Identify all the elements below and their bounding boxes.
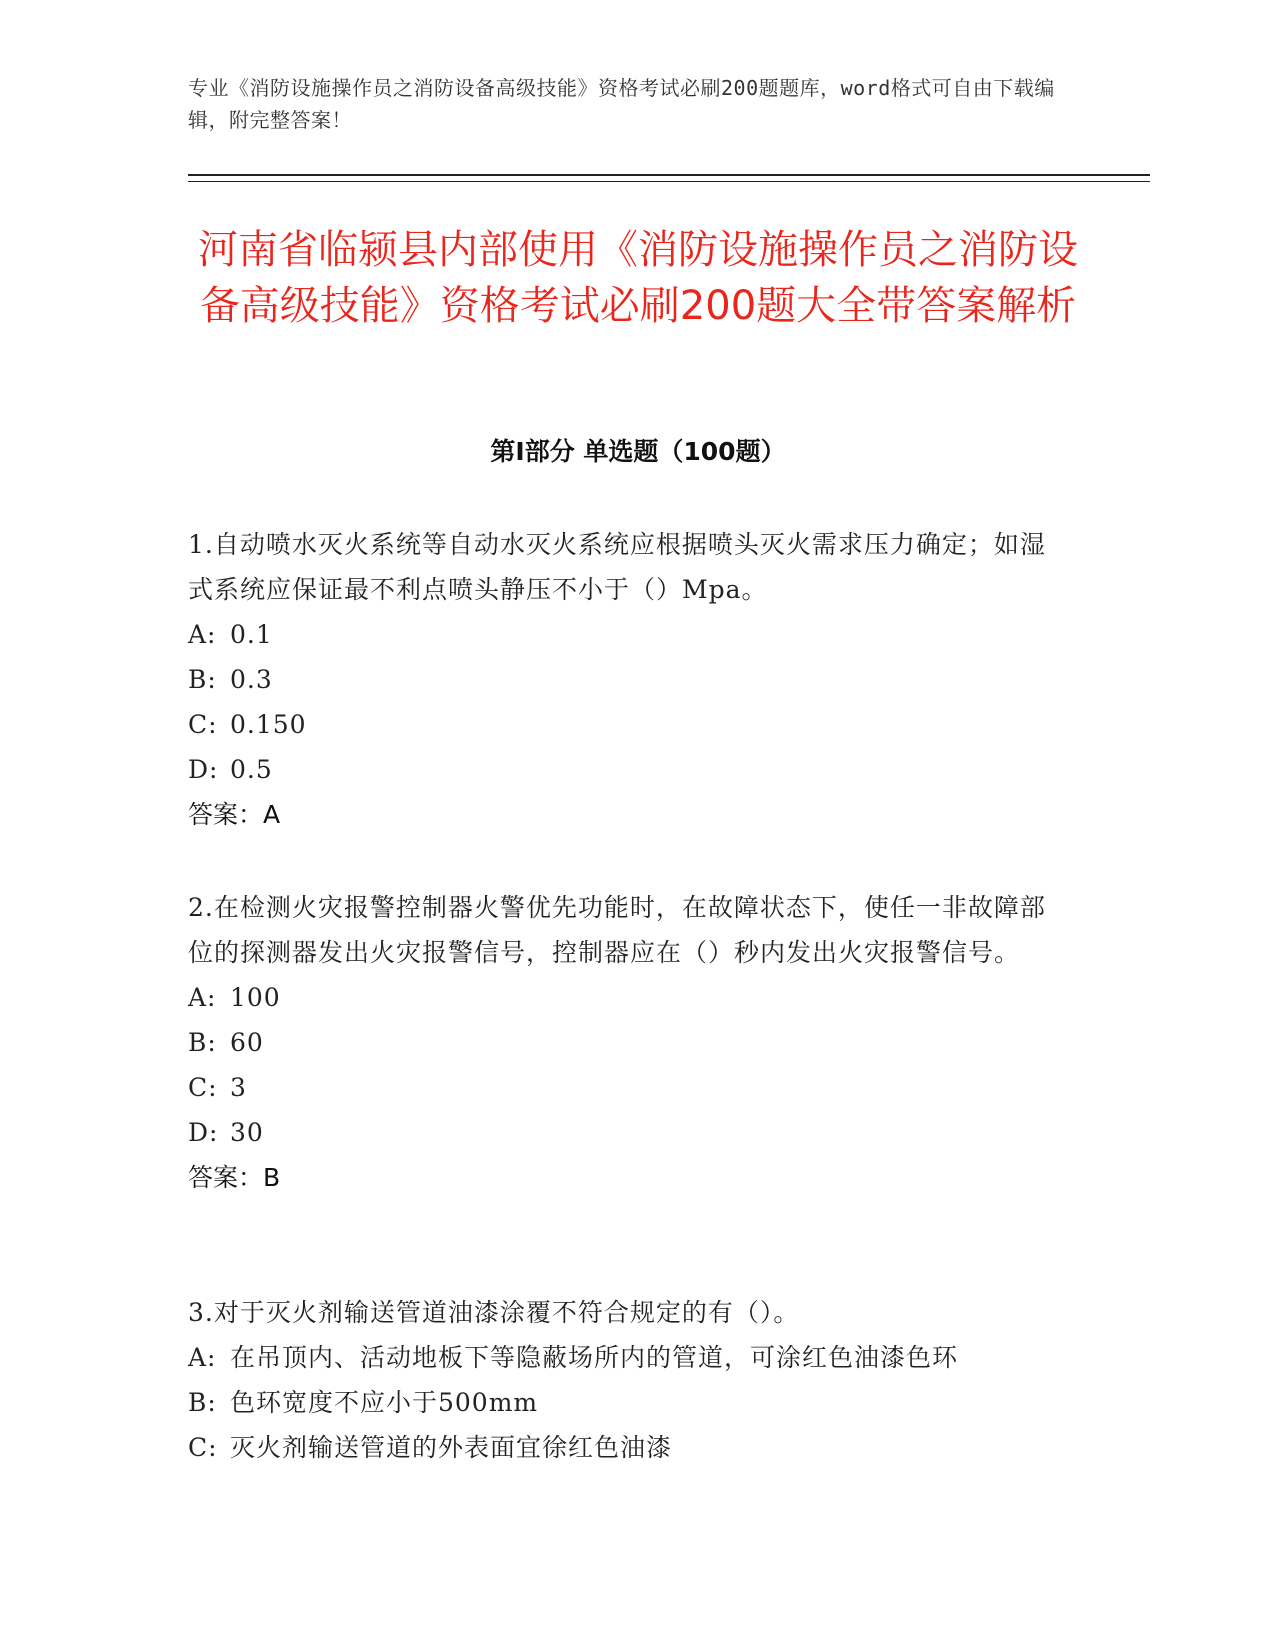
header-note: 专业《消防设施操作员之消防设备高级技能》资格考试必刷200题题库，word格式可自由下载编辑，附完整答案！ xyxy=(188,76,1055,132)
option-b xyxy=(188,657,1068,702)
option-letter: B: xyxy=(188,665,217,694)
option-d xyxy=(188,747,1068,792)
option-text: 30 xyxy=(230,1118,264,1147)
option-text: 100 xyxy=(230,983,281,1012)
answer-line: 答案：A xyxy=(188,800,281,829)
option-text: 色环宽度不应小于500mm xyxy=(230,1388,539,1417)
option-d xyxy=(188,1110,1068,1155)
option-text: 3 xyxy=(230,1073,247,1102)
question-3 xyxy=(188,1290,1068,1470)
option-letter: A: xyxy=(188,983,217,1012)
section-heading: 第Ⅰ部分 单选题（100题） xyxy=(490,437,786,466)
option-b xyxy=(188,1380,1068,1425)
option-text: 0.5 xyxy=(230,755,273,784)
question-stem: 1.自动喷水灭火系统等自动水灭火系统应根据喷头灭火需求压力确定；如湿式系统应保证最不利点喷头静压不小于（）Mpa。 xyxy=(188,530,1046,604)
header-divider-thick xyxy=(188,174,1150,176)
option-c xyxy=(188,1425,1068,1470)
option-b xyxy=(188,1020,1068,1065)
answer-line: 答案：B xyxy=(188,1163,281,1192)
option-text: 0.3 xyxy=(230,665,273,694)
option-letter: C: xyxy=(188,1433,218,1462)
option-text: 0.150 xyxy=(230,710,307,739)
option-letter: C: xyxy=(188,1073,218,1102)
option-text: 在吊顶内、活动地板下等隐蔽场所内的管道，可涂红色油漆色环 xyxy=(230,1343,959,1372)
question-1 xyxy=(188,522,1068,837)
option-letter: D: xyxy=(188,1118,219,1147)
option-letter: B: xyxy=(188,1028,217,1057)
option-text: 0.1 xyxy=(230,620,273,649)
question-stem: 2.在检测火灾报警控制器火警优先功能时，在故障状态下，使任一非故障部位的探测器发出火灾报警信号，控制器应在（）秒内发出火灾报警信号。 xyxy=(188,893,1046,967)
option-a xyxy=(188,975,1068,1020)
document-title: 河南省临颍县内部使用《消防设施操作员之消防设备高级技能》资格考试必刷200题大全带答案解析 xyxy=(198,227,1078,329)
option-a xyxy=(188,612,1068,657)
option-c xyxy=(188,702,1068,747)
option-a xyxy=(188,1335,1068,1380)
option-letter: A: xyxy=(188,620,217,649)
option-c xyxy=(188,1065,1068,1110)
option-text: 灭火剂输送管道的外表面宜徐红色油漆 xyxy=(230,1433,673,1462)
option-text: 60 xyxy=(230,1028,264,1057)
header-divider-thin xyxy=(188,181,1150,182)
question-stem: 3.对于灭火剂输送管道油漆涂覆不符合规定的有（）。 xyxy=(188,1298,800,1327)
option-letter: A: xyxy=(188,1343,217,1372)
question-2 xyxy=(188,885,1068,1200)
option-letter: D: xyxy=(188,755,219,784)
option-letter: B: xyxy=(188,1388,217,1417)
option-letter: C: xyxy=(188,710,218,739)
